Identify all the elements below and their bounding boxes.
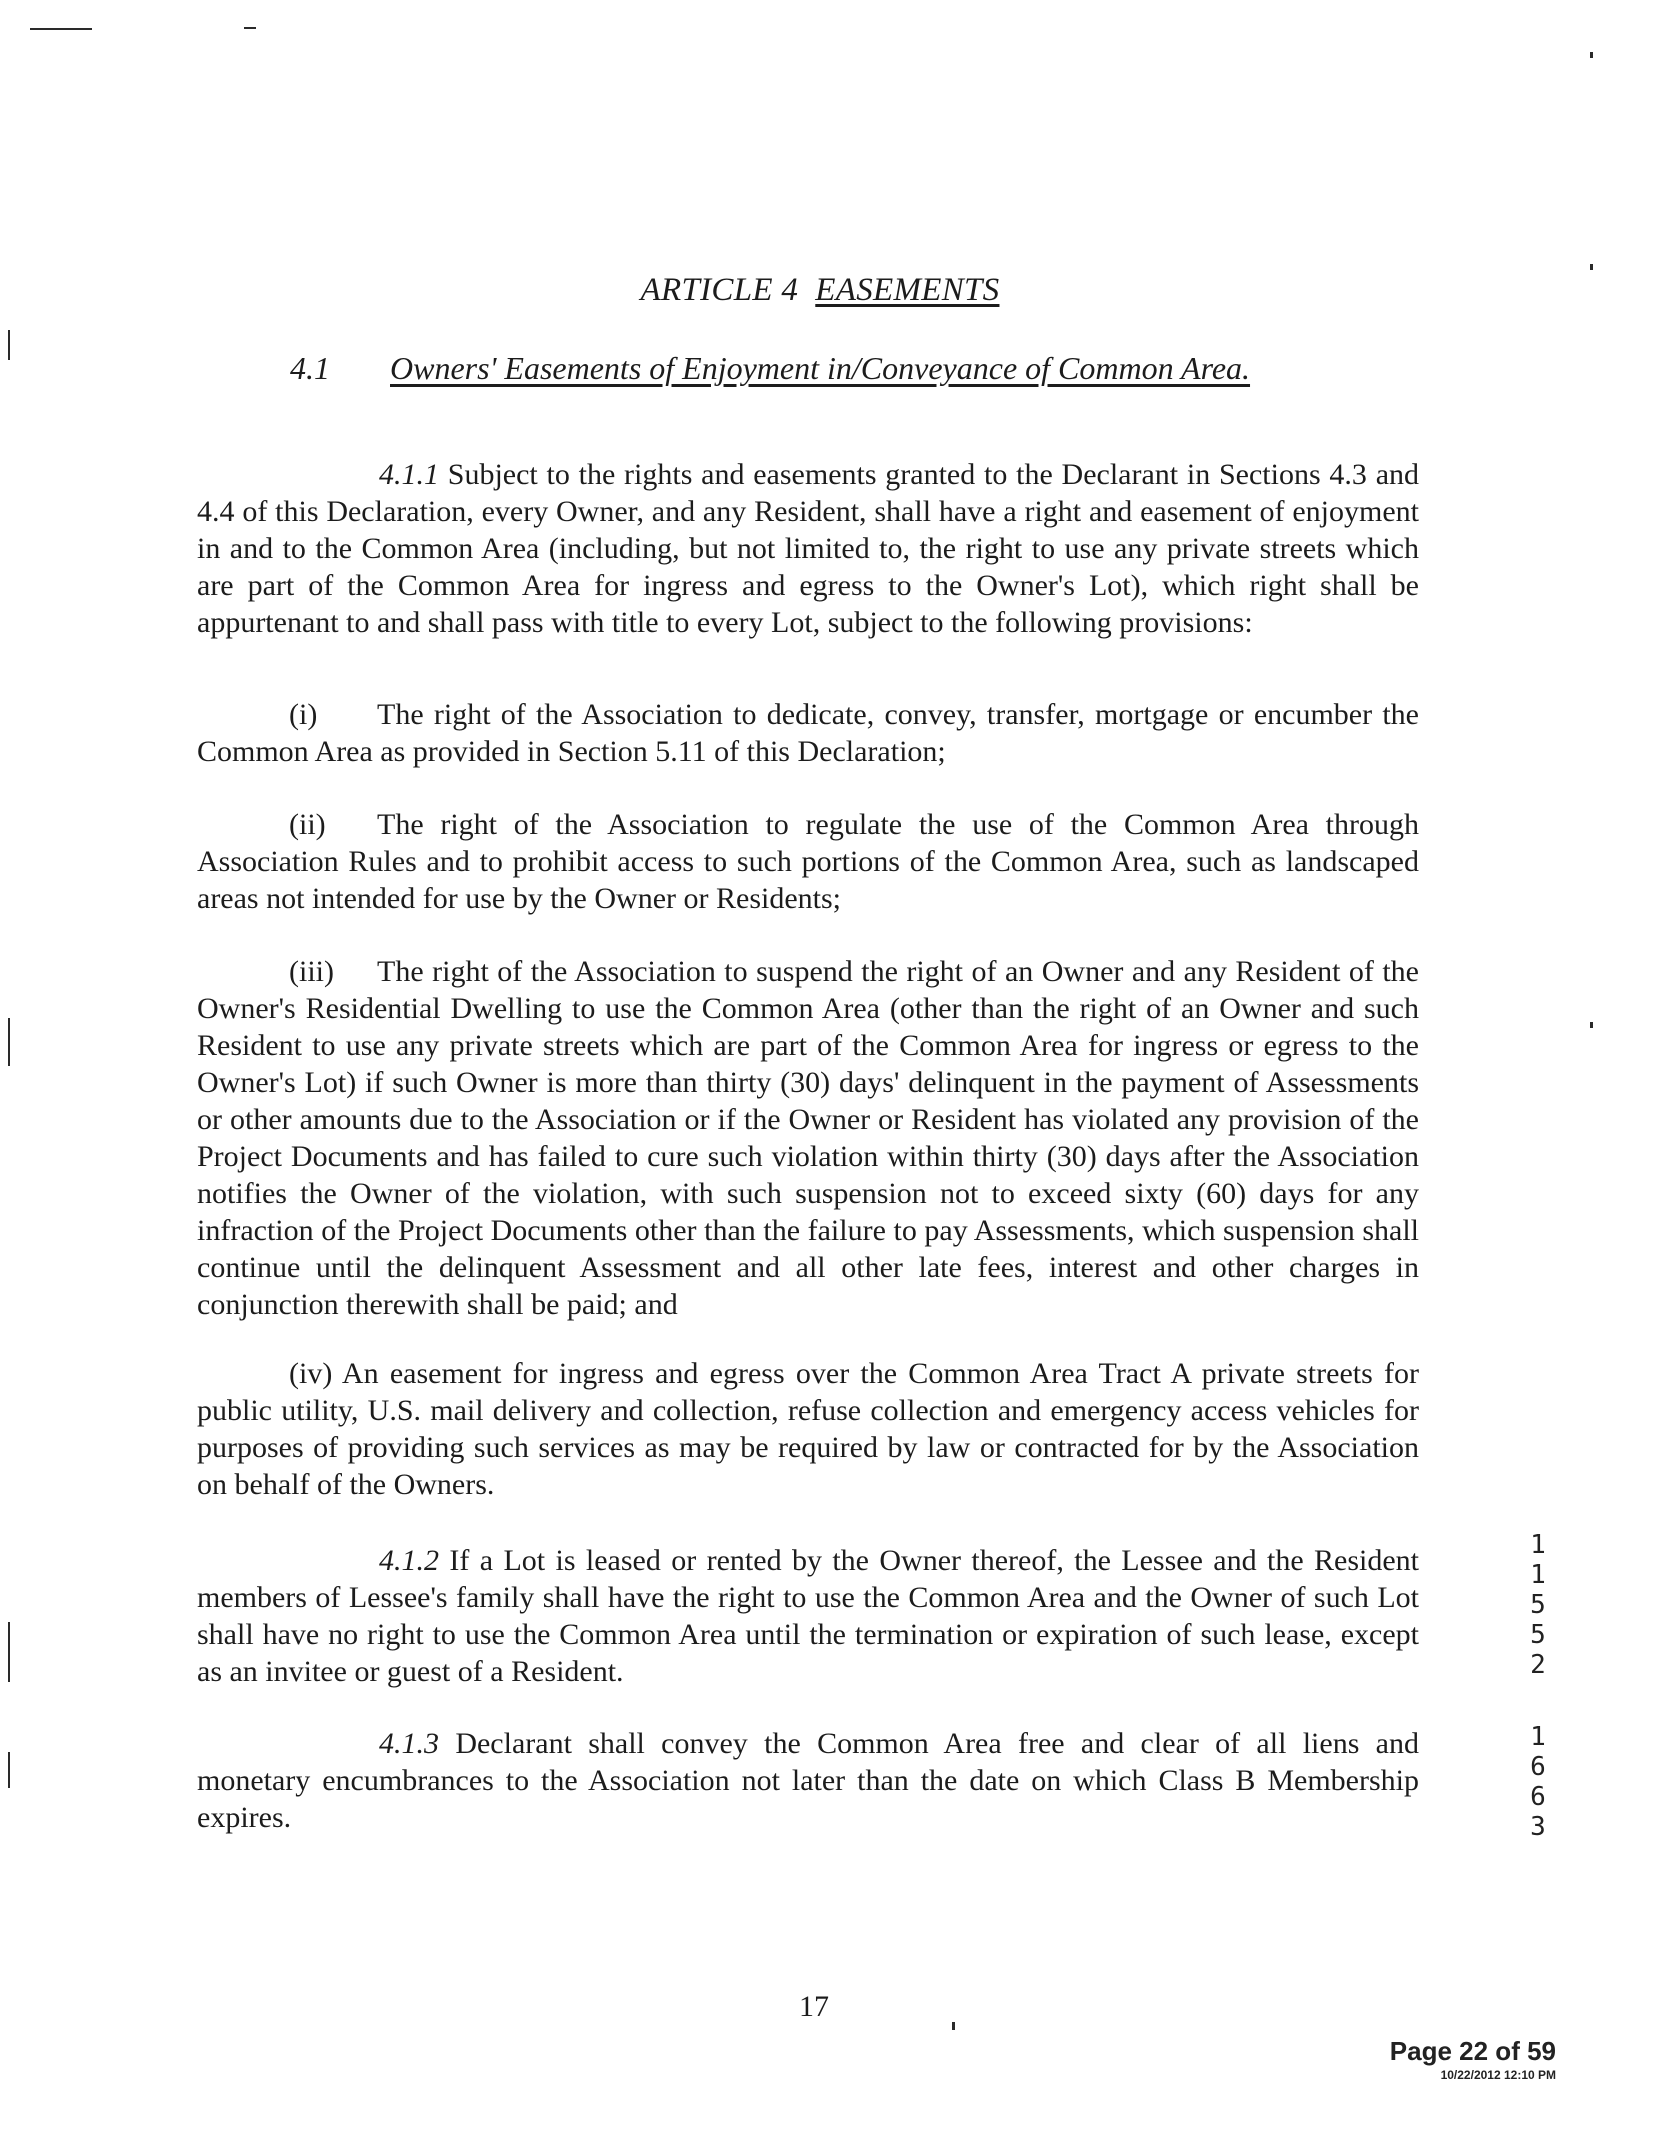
page-count-stamp: Page 22 of 59 (1389, 2036, 1556, 2066)
scan-mark-left-4 (8, 1752, 10, 1788)
paragraph-text: The right of the Association to dedicate, convey, transfer, mortgage or encumber the Common Area as provided in Section 5.11 of this Declaration; (197, 698, 1419, 768)
paragraph-text: Declarant shall convey the Common Area free and clear of all liens and monetary encumbrances to the Association not later than the date on which Class B Membership expires. (197, 1727, 1419, 1834)
paragraph-number: 4.1.1 (379, 458, 439, 491)
paragraph-number: (iii) (289, 955, 334, 988)
scan-mark-left-2 (8, 1018, 10, 1066)
paragraph-number: 4.1.2 (379, 1544, 439, 1577)
paragraph-4-1-3 (197, 1725, 1419, 1836)
paragraph-number: (i) (289, 698, 318, 731)
side-stamp-lower: 1663 (1530, 1722, 1546, 1842)
paragraph-iv (197, 1355, 1419, 1503)
paragraph-4-1-1 (197, 456, 1419, 641)
article-prefix: ARTICLE 4 (640, 272, 799, 308)
section-number: 4.1 (290, 350, 330, 386)
side-stamp-upper: 11552 (1530, 1530, 1546, 1680)
paragraph-4-1-2 (197, 1542, 1419, 1690)
article-heading (0, 272, 1640, 309)
paragraph-number: (ii) (289, 808, 326, 841)
page-number: 17 (799, 1990, 829, 2023)
scan-dot-right-2 (1590, 264, 1593, 270)
scan-dot-right-1 (1590, 52, 1593, 58)
paragraph-text: Subject to the rights and easements granted to the Declarant in Sections 4.3 and 4.4 of this Declaration, every Owner, and any Resident, shall have a right and easement of enjoyment in and to the Common Area (including, but not limited to, the right to use any private streets which are part of the Common Area for ingress and egress to the Owner's Lot), which right shall be appurtenant to and shall pass with title to every Lot, subject to the following provisions: (197, 458, 1420, 639)
paragraph-iii (197, 953, 1419, 1323)
section-title: Owners' Easements of Enjoyment in/Conveyance of Common Area. (390, 350, 1251, 386)
paragraph-number: (iv) (289, 1357, 333, 1390)
scan-mark-top-left (30, 28, 92, 30)
scan-dot-right-3 (1590, 1022, 1593, 1028)
timestamp-stamp: 10/22/2012 12:10 PM (1440, 2068, 1556, 2082)
paragraph-text: The right of the Association to regulate the use of the Common Area through Association Rules and to prohibit access to such portions of the Common Area, such as landscaped areas not intended for use by the Owner or Residents; (197, 808, 1419, 915)
article-title: EASEMENTS (815, 272, 1000, 308)
paragraph-ii (197, 806, 1419, 917)
paragraph-text: If a Lot is leased or rented by the Owner thereof, the Lessee and the Resident members of Lessee's family shall have the right to use the Common Area and the Owner of such Lot shall have no right to use the Common Area until the termination or expiration of such lease, except as an invitee or guest of a Resident. (197, 1544, 1419, 1688)
section-heading (290, 350, 1250, 387)
paragraph-text: An easement for ingress and egress over the Common Area Tract A private streets for public utility, U.S. mail delivery and collection, refuse collection and emergency access vehicles for purposes of providing such services as may be required by law or contracted for by the Association on behalf of the Owners. (197, 1357, 1419, 1501)
paragraph-i (197, 696, 1419, 770)
scan-mark-top (244, 27, 256, 29)
scan-mark-left-3 (8, 1622, 10, 1682)
paragraph-text: The right of the Association to suspend the right of an Owner and any Resident of the Owner's Residential Dwelling to use the Common Area (other than the right of an Owner and such Resident to use any private streets which are part of the Common Area for ingress or egress to the Owner's Lot) if such Owner is more than thirty (30) days' delinquent in the payment of Assessments or other amounts due to the Association or if the Owner or Resident has violated any provision of the Project Documents and has failed to cure such violation within thirty (30) days after the Association notifies the Owner of the violation, with such suspension not to exceed sixty (60) days for any infraction of the Project Documents other than the failure to pay Assessments, which suspension shall continue until the delinquent Assessment and all other late fees, interest and other charges in conjunction therewith shall be paid; and (197, 955, 1419, 1321)
scan-mark-left-1 (8, 330, 10, 360)
paragraph-number: 4.1.3 (379, 1727, 439, 1760)
